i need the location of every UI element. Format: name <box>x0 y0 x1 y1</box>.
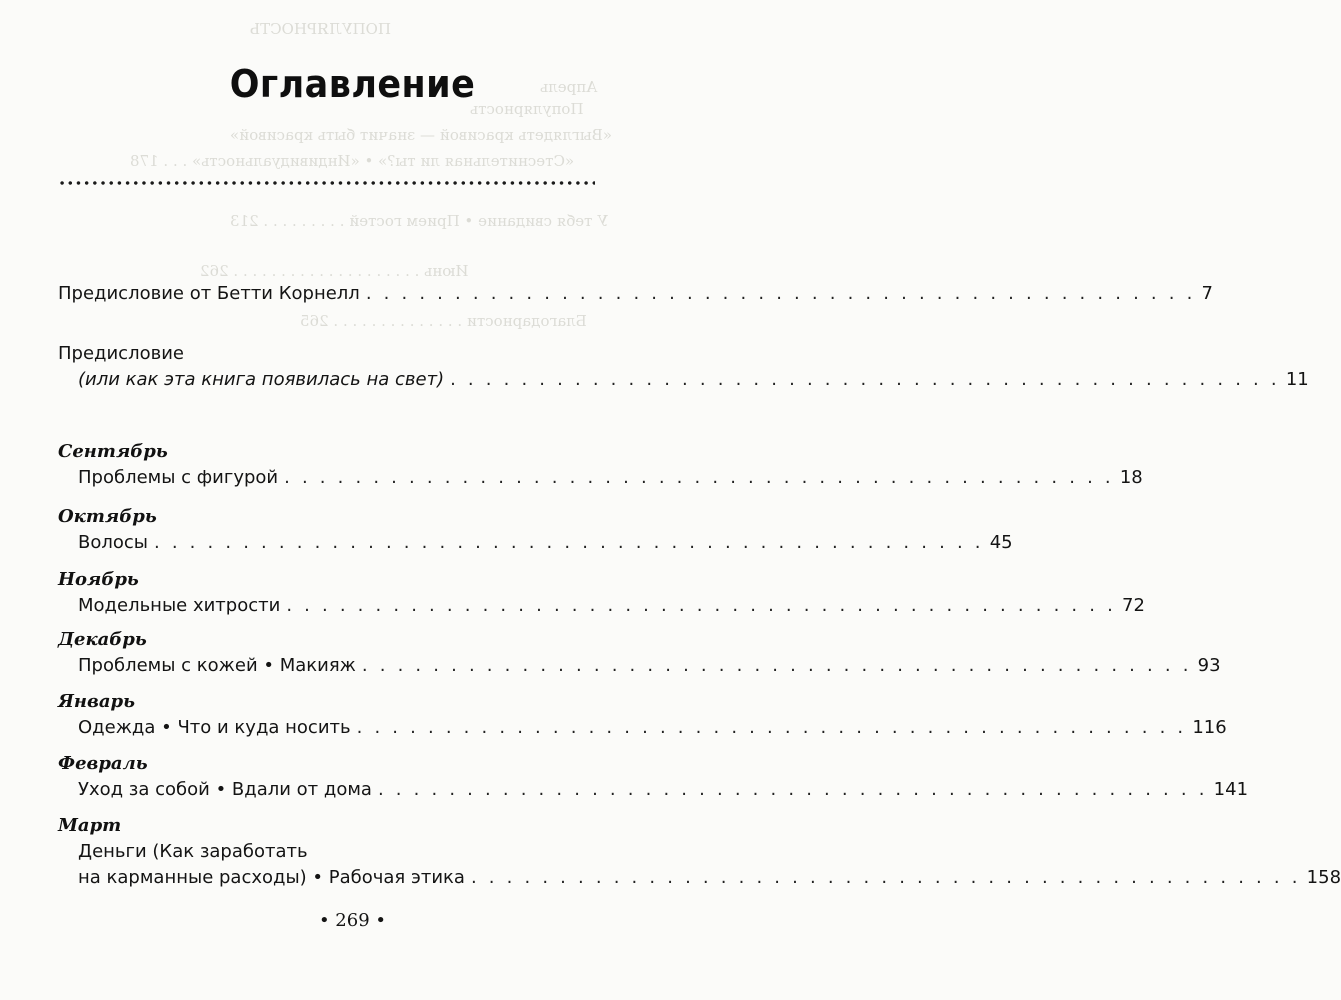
toc-entry-label: (или как эта книга появилась на свет) <box>78 369 445 390</box>
dot-leader: . . . . . . . . . . . . . . . . . . . . . . . . . . . . . . . . . . . . . . . . . . . . . . . <box>377 779 1208 800</box>
bleed-line: «Стеснительная ли ты?» • «Индивидуальность» . . . 178 <box>130 152 575 170</box>
toc-entry-page: 158 <box>1306 867 1341 888</box>
toc-entry-label: Проблемы с фигурой <box>78 467 279 488</box>
bleed-line: У тебя свидание • Прием гостей . . . . . . . . . 213 <box>230 212 609 230</box>
month-heading: Декабрь <box>58 629 147 650</box>
dot-leader: . . . . . . . . . . . . . . . . . . . . . . . . . . . . . . . . . . . . . . . . . . . . . . . <box>361 655 1192 676</box>
page-title: Оглавление <box>229 62 476 106</box>
dot-leader: . . . . . . . . . . . . . . . . . . . . . . . . . . . . . . . . . . . . . . . . . . . . . . . <box>470 867 1301 888</box>
toc-entry[interactable] <box>78 778 1249 802</box>
toc-entry-label-line1[interactable]: Предисловие <box>58 343 184 364</box>
month-heading: Октябрь <box>58 506 157 527</box>
toc-entry-label: Предисловие от Бетти Корнелл <box>58 283 360 304</box>
toc-entry[interactable] <box>78 866 1341 890</box>
dot-leader: . . . . . . . . . . . . . . . . . . . . . . . . . . . . . . . . . . . . . . . . . . . . . . . <box>284 467 1114 488</box>
toc-entry[interactable] <box>78 368 1309 392</box>
month-heading: Февраль <box>58 753 148 774</box>
page-number: • 269 • <box>318 910 387 931</box>
toc-entry-page: 7 <box>1201 283 1213 304</box>
toc-entry-page: 45 <box>989 532 1013 553</box>
dot-leader: . . . . . . . . . . . . . . . . . . . . . . . . . . . . . . . . . . . . . . . . . . . . . . . <box>286 595 1117 616</box>
month-heading: Март <box>58 815 122 836</box>
toc-entry-label: Одежда • Что и куда носить <box>78 717 351 738</box>
toc-entry-page: 72 <box>1122 595 1145 616</box>
toc-entry-label: Проблемы с кожей • Макияж <box>78 655 356 676</box>
toc-entry[interactable] <box>78 531 1013 555</box>
toc-entry-label: Уход за собой • Вдали от дома <box>78 779 372 800</box>
toc-entry-page: 93 <box>1197 655 1221 676</box>
bleed-header: ПОПУЛЯРНОСТЬ <box>250 20 391 38</box>
toc-entry[interactable] <box>78 716 1227 740</box>
toc-entry-page: 11 <box>1285 369 1309 390</box>
toc-entry-label-line1[interactable]: Деньги (Как заработать <box>78 841 308 862</box>
bleed-line: Апрель <box>540 78 598 96</box>
bleed-line: Благодарности . . . . . . . . . . . . . . 265 <box>300 312 587 330</box>
toc-entry[interactable] <box>78 594 1145 618</box>
dot-leader: . . . . . . . . . . . . . . . . . . . . . . . . . . . . . . . . . . . . . . . . . . . . . . . <box>365 283 1196 304</box>
month-heading: Январь <box>58 691 135 712</box>
bleed-line: Популярность <box>470 100 584 118</box>
bleed-line: «Выглядеть красивой — значит быть красивой» <box>230 126 612 144</box>
dot-leader: . . . . . . . . . . . . . . . . . . . . . . . . . . . . . . . . . . . . . . . . . . . . . . . <box>450 369 1280 390</box>
toc-entry[interactable] <box>58 282 1213 306</box>
toc-entry-page: 141 <box>1213 779 1249 800</box>
toc-entry-label: Модельные хитрости <box>78 595 281 616</box>
toc-entry-page: 116 <box>1192 717 1227 738</box>
dot-leader: . . . . . . . . . . . . . . . . . . . . . . . . . . . . . . . . . . . . . . . . . . . . . . . <box>356 717 1187 738</box>
toc-entry[interactable] <box>78 466 1143 490</box>
table-of-contents <box>58 0 1341 1000</box>
toc-entry[interactable] <box>78 654 1221 678</box>
toc-entry-label: Волосы <box>78 532 148 553</box>
dot-leader: . . . . . . . . . . . . . . . . . . . . . . . . . . . . . . . . . . . . . . . . . . . . . . . <box>154 532 984 553</box>
month-heading: Сентябрь <box>58 441 168 462</box>
month-heading: Ноябрь <box>58 569 139 590</box>
toc-entry-page: 18 <box>1119 467 1143 488</box>
bleed-line: Июнь . . . . . . . . . . . . . . . . . . . . 262 <box>200 262 469 280</box>
toc-entry-label: на карманные расходы) • Рабочая этика <box>78 867 465 888</box>
